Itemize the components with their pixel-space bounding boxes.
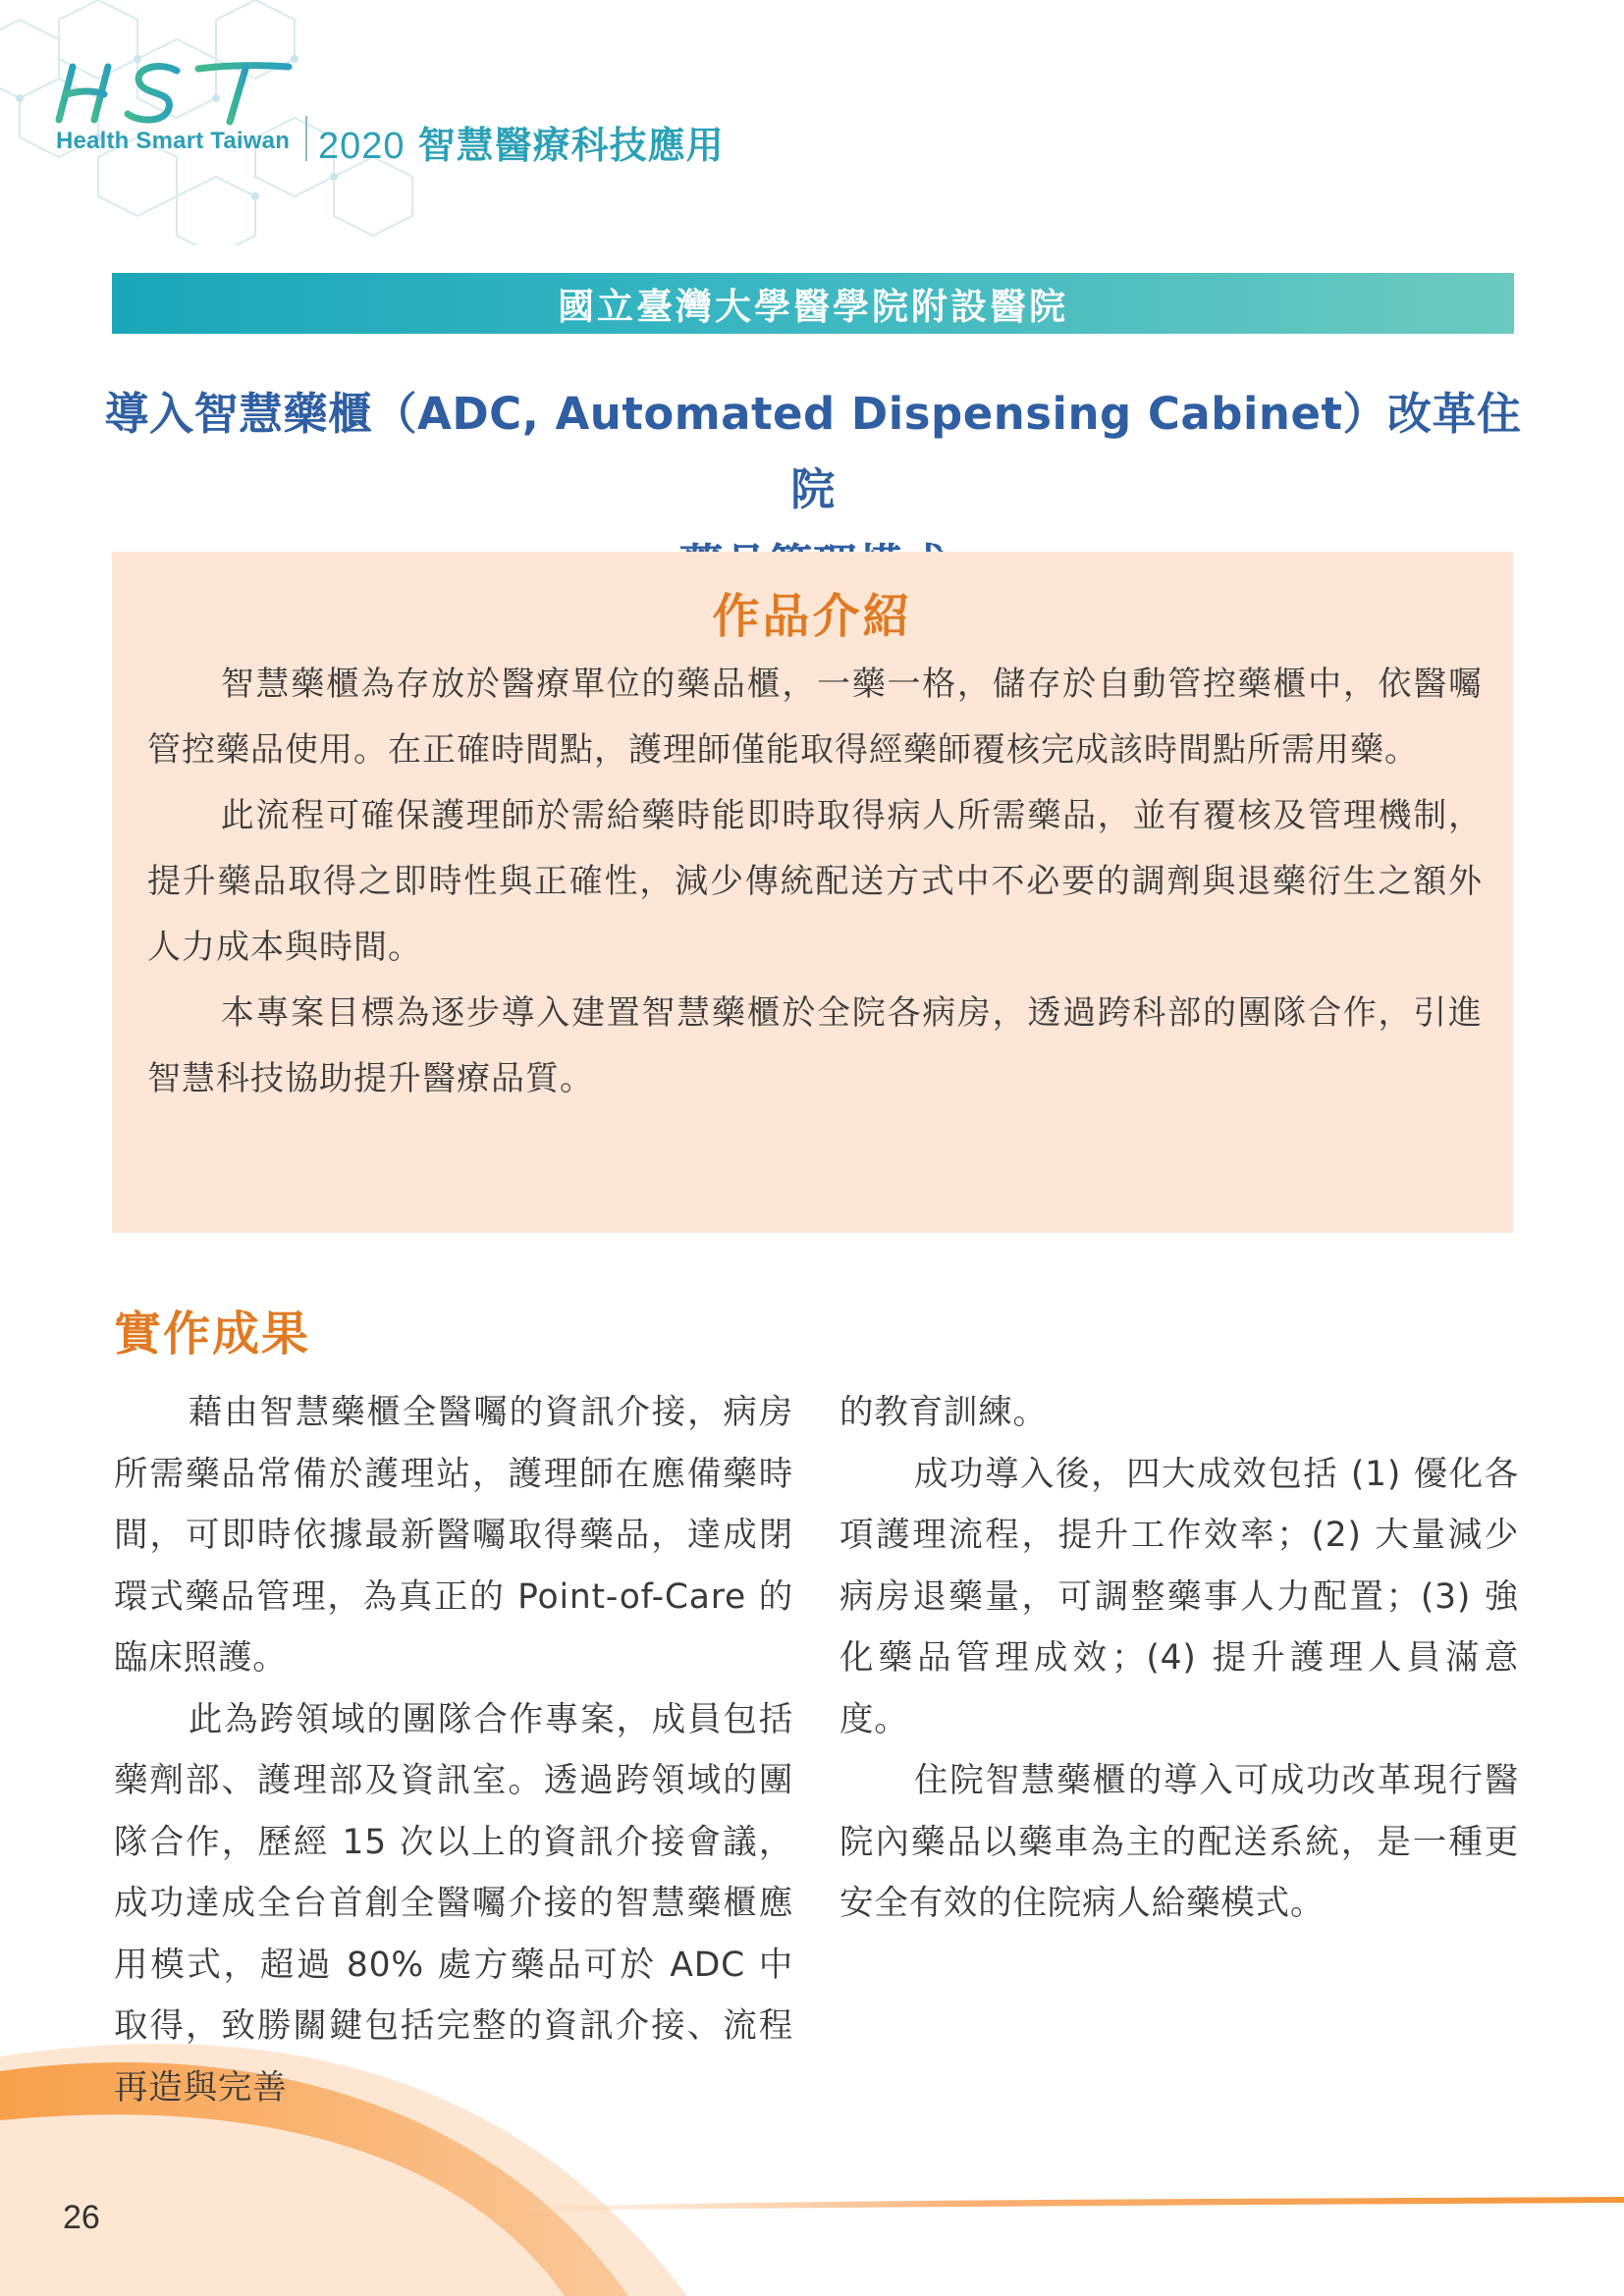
header-title-text: 智慧醫療科技應用 [417, 124, 725, 167]
results-paragraph: 住院智慧藥櫃的導入可成功改革現行醫院內藥品以藥車為主的配送系統，是一種更安全有效的住院病人給藥模式。 [839, 1761, 1519, 1923]
page-number: 26 [63, 2199, 100, 2236]
logo-subtitle: Health Smart Taiwan [56, 128, 291, 154]
results-paragraph: 藉由智慧藥櫃全醫囑的資訊介接，病房所需藥品常備於護理站，護理師在應備藥時間，可即時依據最新醫囑取得藥品，達成閉環式藥品管理，為真正的 Point-of-Care 的臨床照護。 [114, 1393, 793, 1678]
header-divider [305, 116, 307, 161]
results-paragraph: 此為跨領域的團隊合作專案，成員包括藥劑部、護理部及資訊室。透過跨領域的團隊合作，歷經 15 次以上的資訊介接會議，成功達成全台首創全醫囑介接的智慧藥櫃應用模式，超過 80% 處方藥品可於 ADC 中取得，致勝關鍵包括完整的資訊介接、流程再造與完善 [114, 1699, 793, 2108]
header-title [318, 115, 725, 169]
intro-body [147, 652, 1483, 1112]
results-paragraph-continuation: 的教育訓練。 [839, 1393, 1048, 1432]
intro-heading: 作品介紹 [712, 589, 913, 644]
intro-paragraph: 本專案目標為逐步導入建置智慧藥櫃於全院各病房，透過跨科部的團隊合作，引進智慧科技協助提升醫療品質。 [147, 993, 1483, 1098]
header-year: 2020 [318, 126, 406, 167]
results-heading: 實作成果 [114, 1307, 311, 1362]
intro-section [112, 552, 1513, 1233]
main-title-line-1: 導入智慧藥櫃（ADC, Automated Dispensing Cabinet）改革住院 [104, 388, 1522, 515]
results-right-column [839, 1382, 1519, 1935]
hospital-banner [112, 273, 1514, 334]
intro-paragraph: 此流程可確保護理師於需給藥時能即時取得病人所需藥品，並有覆核及管理機制，提升藥品取得之即時性與正確性，減少傳統配送方式中不必要的調劑與退藥衍生之額外人力成本與時間。 [147, 796, 1483, 967]
results-paragraph: 成功導入後，四大成效包括 (1) 優化各項護理流程，提升工作效率；(2) 大量減少病房退藥量，可調整藥事人力配置；(3) 強化藥品管理成效；(4) 提升護理人員滿意度。 [839, 1454, 1519, 1739]
results-left-column [114, 1382, 793, 2118]
hst-logo [51, 51, 297, 133]
intro-paragraph: 智慧藥櫃為存放於醫療單位的藥品櫃，一藥一格，儲存於自動管控藥櫃中，依醫囑管控藥品使用。在正確時間點，護理師僅能取得經藥師覆核完成該時間點所需用藥。 [147, 665, 1483, 770]
hospital-name: 國立臺灣大學醫學院附設醫院 [558, 286, 1068, 328]
